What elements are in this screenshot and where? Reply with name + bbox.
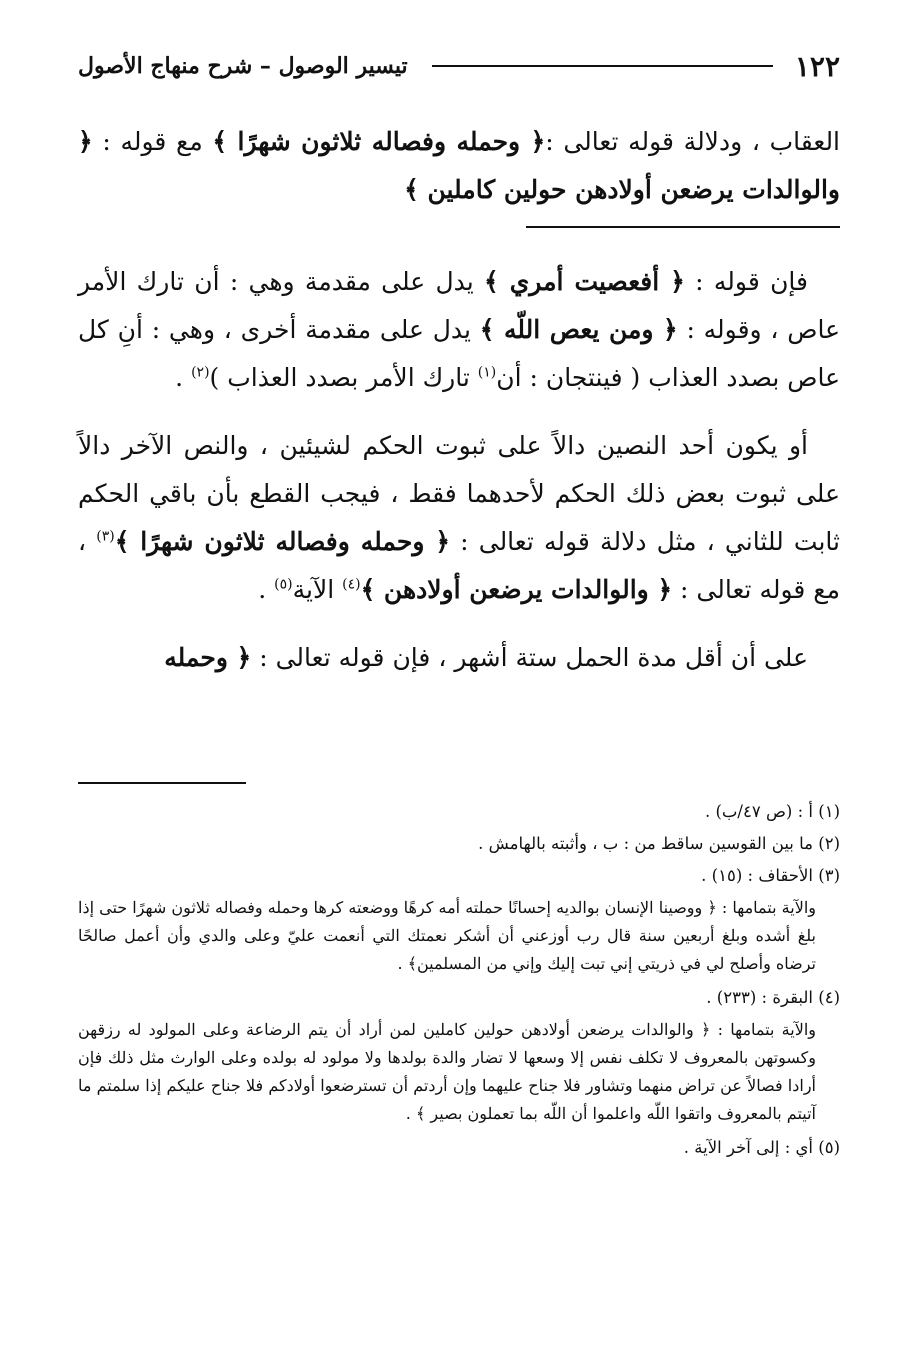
text-run: فإن قوله : bbox=[684, 267, 808, 296]
page-header bbox=[78, 44, 840, 88]
footnote-3: (٣) الأحقاف : (١٥) . bbox=[701, 866, 840, 885]
paragraph-3 bbox=[78, 422, 840, 614]
footnote-separator bbox=[78, 782, 246, 784]
footnote-4: (٤) البقرة : (٢٣٣) . bbox=[706, 988, 840, 1007]
header-rule bbox=[432, 65, 773, 67]
paragraph-gap bbox=[78, 614, 840, 634]
quran-verse: ﴿ وحمله وفصاله ثلاثون شهرًا ﴾ bbox=[114, 527, 450, 556]
paragraph-gap bbox=[78, 402, 840, 422]
footnote-1: (١) أ : (ص ٤٧/ب) . bbox=[704, 802, 840, 821]
book-page bbox=[78, 0, 840, 1349]
paragraph-1 bbox=[78, 118, 840, 214]
main-text bbox=[78, 118, 840, 682]
footnote-ref[interactable]: (٢) bbox=[191, 364, 210, 381]
footnote-ref[interactable]: (٤) bbox=[342, 576, 361, 593]
text-run: يدل على مقدمة وهي : أن تارك الأمر عاص ، وقوله : bbox=[78, 267, 841, 344]
footnote-ref[interactable]: (٣) bbox=[96, 528, 115, 545]
footnote-ref[interactable]: (١) bbox=[477, 364, 497, 381]
text-run: مع قوله : bbox=[92, 127, 213, 156]
text-run: العقاب ، ودلالة قوله تعالى : bbox=[545, 127, 841, 156]
running-title: تيسير الوصول – شرح منهاج الأصول bbox=[78, 53, 408, 79]
quran-verse: ﴿ والوالدات يرضعن أولادهن حولين كاملين ﴾ bbox=[78, 127, 840, 204]
text-run: ، مع قوله تعالى : bbox=[78, 527, 840, 604]
quran-verse: ﴿ وحمله وفصاله ثلاثون شهرًا ﴾ bbox=[212, 127, 546, 156]
quran-verse: ﴿ والوالدات يرضعن أولادهن ﴾ bbox=[360, 575, 673, 604]
text-run: على أن أقل مدة الحمل ستة أشهر ، فإن قوله تعالى : bbox=[251, 643, 808, 672]
footnote-5: (٥) أي : إلى آخر الآية . bbox=[683, 1138, 840, 1157]
text-run: تارك الأمر بصدد العذاب ) bbox=[209, 363, 478, 392]
text-run: يدل على مقدمة أخرى ، وهي : أنِ كل عاص بصدد العذاب ( فينتجان : أن bbox=[78, 315, 840, 392]
quran-verse: ﴿ وحمله bbox=[164, 643, 252, 672]
footnote-3-verse: والآية بتمامها : ﴿ ووصينا الإنسان بوالديه إحسانًا حملته أمه كرهًا ووضعته كرها وحمله وفصاله ثلاثون شهرًا حتى إذا بلغ أشده وبلغ أربعين سنة قال رب أوزعني أن أشكر نعمتك التي أنعمت عليّ وعلى والدي وأن أعمل صالحًا ترضاه وأصلح لي في ذريتي إني تبت إليك وإني من المسلمين﴾ . bbox=[78, 898, 816, 973]
quran-verse: ﴿ ومن يعص اللّه ﴾ bbox=[479, 315, 678, 344]
quran-verse: ﴿ أفعصيت أمري ﴾ bbox=[484, 267, 685, 296]
text-run: الآية bbox=[292, 575, 343, 604]
footnotes bbox=[78, 798, 840, 1166]
text-run: . bbox=[175, 363, 192, 392]
footnote-2: (٢) ما بين القوسين ساقط من : ب ، وأثبته بالهامش . bbox=[478, 834, 840, 853]
paragraph-4 bbox=[78, 634, 840, 682]
section-separator bbox=[526, 226, 840, 228]
footnote-ref[interactable]: (٥) bbox=[274, 576, 293, 593]
paragraph-2 bbox=[78, 258, 840, 402]
text-run: . bbox=[258, 575, 275, 604]
page-number: ١٢٢ bbox=[794, 49, 840, 83]
footnote-4-verse: والآية بتمامها : ﴿ والوالدات يرضعن أولادهن حولين كاملين لمن أراد أن يتم الرضاعة وعلى المولود له رزقهن وكسوتهن بالمعروف لا تكلف نفس إلا وسعها لا تضار والدة بولدها ولا مولود له بولده وعلى الوارث مثل ذلك فإن أرادا فصالاً عن تراض منهما وتشاور فلا جناح عليهما وإن أردتم أن تسترضعوا أولادكم فلا جناح عليكم إذا سلمتم ما آتيتم بالمعروف واتقوا اللّه واعلموا أن اللّه بما تعملون بصير ﴾ . bbox=[78, 1020, 816, 1123]
text-run: أو يكون أحد النصين دالاً على ثبوت الحكم لشيئين ، والنص الآخر دالاً على ثبوت بعض ذلك الحكم لأحدهما فقط ، فيجب القطع بأن باقي الحكم ثابت للثاني ، مثل دلالة قوله تعالى : bbox=[78, 431, 840, 556]
